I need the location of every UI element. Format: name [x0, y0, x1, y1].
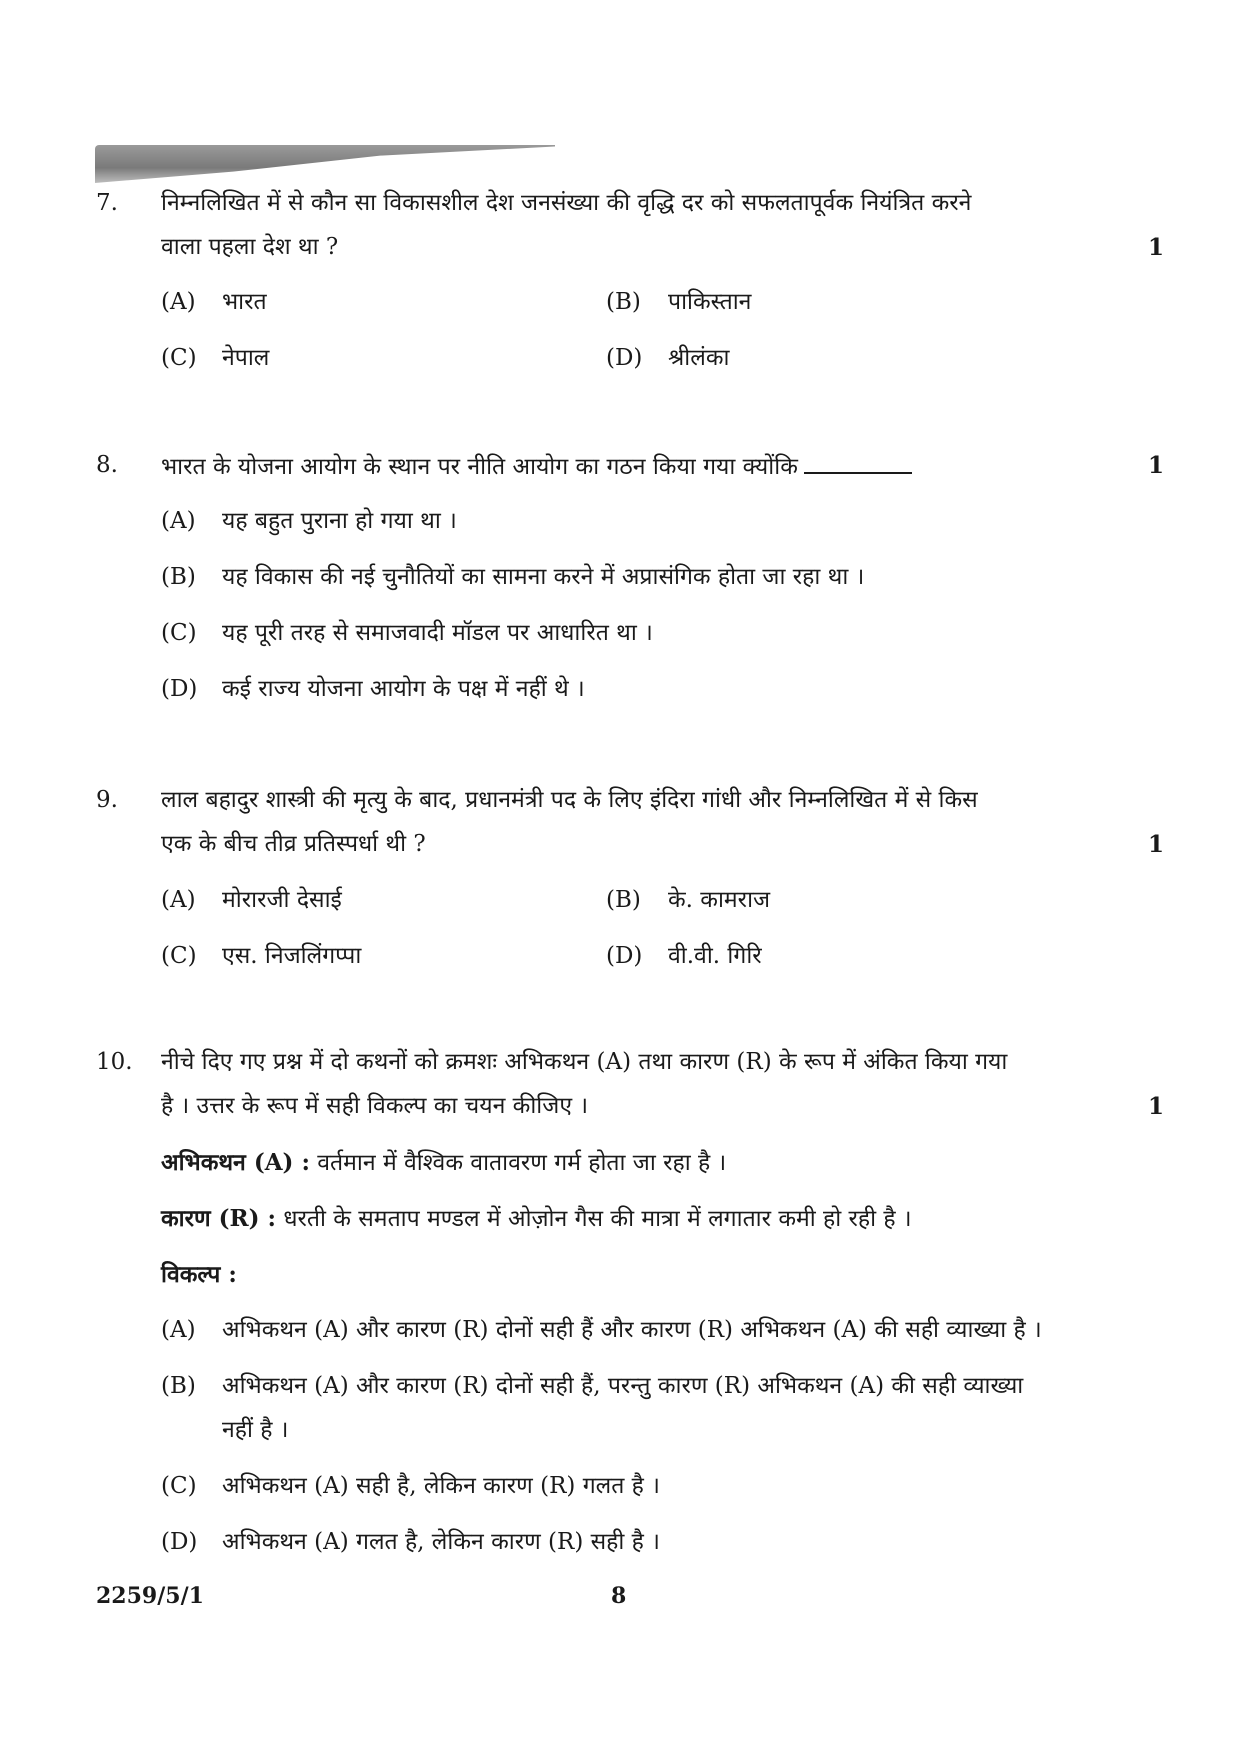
option-text: नहीं है । [222, 1417, 289, 1443]
option-text: अभिकथन (A) और कारण (R) दोनों सही हैं और कारण (R) अभिकथन (A) की सही व्याख्या है । [222, 1317, 1042, 1343]
option-text: यह पूरी तरह से समाजवादी मॉडल पर आधारित था । [222, 620, 653, 646]
option-label: (B) [606, 887, 641, 913]
option-label: (C) [161, 345, 197, 371]
option-text: यह विकास की नई चुनौतियों का सामना करने में अप्रासंगिक होता जा रहा था । [222, 564, 865, 590]
option-text: एस. निजलिंगप्पा [222, 943, 362, 969]
option-label: (A) [161, 887, 196, 913]
option-label: (D) [161, 676, 198, 702]
option-label: (D) [606, 943, 643, 969]
header-decorative-bar [95, 145, 555, 183]
question-number: 8. [96, 452, 118, 478]
answer-blank [804, 452, 912, 474]
option-label: (C) [161, 943, 197, 969]
option-label: (D) [606, 345, 643, 371]
paper-code: 2259/5/1 [96, 1583, 204, 1609]
question-number: 7. [96, 190, 118, 216]
question-marks: 1 [1147, 452, 1164, 479]
question-text: लाल बहादुर शास्त्री की मृत्यु के बाद, प्रधानमंत्री पद के लिए इंदिरा गांधी और निम्नलिखित में से किस [161, 787, 978, 813]
page-number: 8 [611, 1583, 627, 1609]
option-text: नेपाल [222, 345, 270, 371]
option-text: भारत [222, 289, 267, 315]
option-text: श्रीलंका [668, 345, 730, 371]
option-label: (B) [606, 289, 641, 315]
assertion-statement: अभिकथन (A) : वर्तमान में वैश्विक वातावरण गर्म होता जा रहा है । [161, 1149, 727, 1176]
option-label: (A) [161, 289, 196, 315]
question-text: भारत के योजना आयोग के स्थान पर नीति आयोग का गठन किया गया क्योंकि [161, 452, 912, 482]
assertion-label: अभिकथन (A) : [161, 1149, 310, 1176]
option-label: (C) [161, 620, 197, 646]
option-label: (B) [161, 564, 196, 590]
question-text: वाला पहला देश था ? [161, 234, 339, 260]
option-text: अभिकथन (A) गलत है, लेकिन कारण (R) सही है । [222, 1529, 660, 1555]
question-number: 10. [96, 1049, 133, 1075]
choices-heading: विकल्प : [161, 1261, 237, 1288]
option-text: पाकिस्तान [668, 289, 752, 315]
option-text: वी.वी. गिरि [668, 943, 762, 969]
question-marks: 1 [1147, 831, 1164, 858]
reason-label: कारण (R) : [161, 1205, 277, 1232]
reason-statement: कारण (R) : धरती के समताप मण्डल में ओज़ोन गैस की मात्रा में लगातार कमी हो रही है । [161, 1205, 912, 1232]
option-text: मोरारजी देसाई [222, 887, 342, 913]
question-marks: 1 [1147, 1093, 1164, 1120]
question-number: 9. [96, 787, 118, 813]
option-label: (A) [161, 508, 196, 534]
option-label: (A) [161, 1317, 196, 1343]
question-text: है । उत्तर के रूप में सही विकल्प का चयन कीजिए । [161, 1093, 589, 1119]
option-text: के. कामराज [668, 887, 771, 913]
option-text: अभिकथन (A) सही है, लेकिन कारण (R) गलत है । [222, 1473, 660, 1499]
question-text: एक के बीच तीव्र प्रतिस्पर्धा थी ? [161, 831, 426, 857]
question-text: नीचे दिए गए प्रश्न में दो कथनों को क्रमशः अभिकथन (A) तथा कारण (R) के रूप में अंकित किया गया [161, 1049, 1008, 1075]
question-marks: 1 [1147, 234, 1164, 261]
question-text: निम्नलिखित में से कौन सा विकासशील देश जनसंख्या की वृद्धि दर को सफलतापूर्वक नियंत्रित करने [161, 190, 972, 216]
option-text: अभिकथन (A) और कारण (R) दोनों सही हैं, परन्तु कारण (R) अभिकथन (A) की सही व्याख्या [222, 1373, 1024, 1399]
option-text: कई राज्य योजना आयोग के पक्ष में नहीं थे । [222, 676, 585, 702]
option-text: यह बहुत पुराना हो गया था । [222, 508, 457, 534]
option-label: (B) [161, 1373, 196, 1399]
option-label: (D) [161, 1529, 198, 1555]
option-label: (C) [161, 1473, 197, 1499]
